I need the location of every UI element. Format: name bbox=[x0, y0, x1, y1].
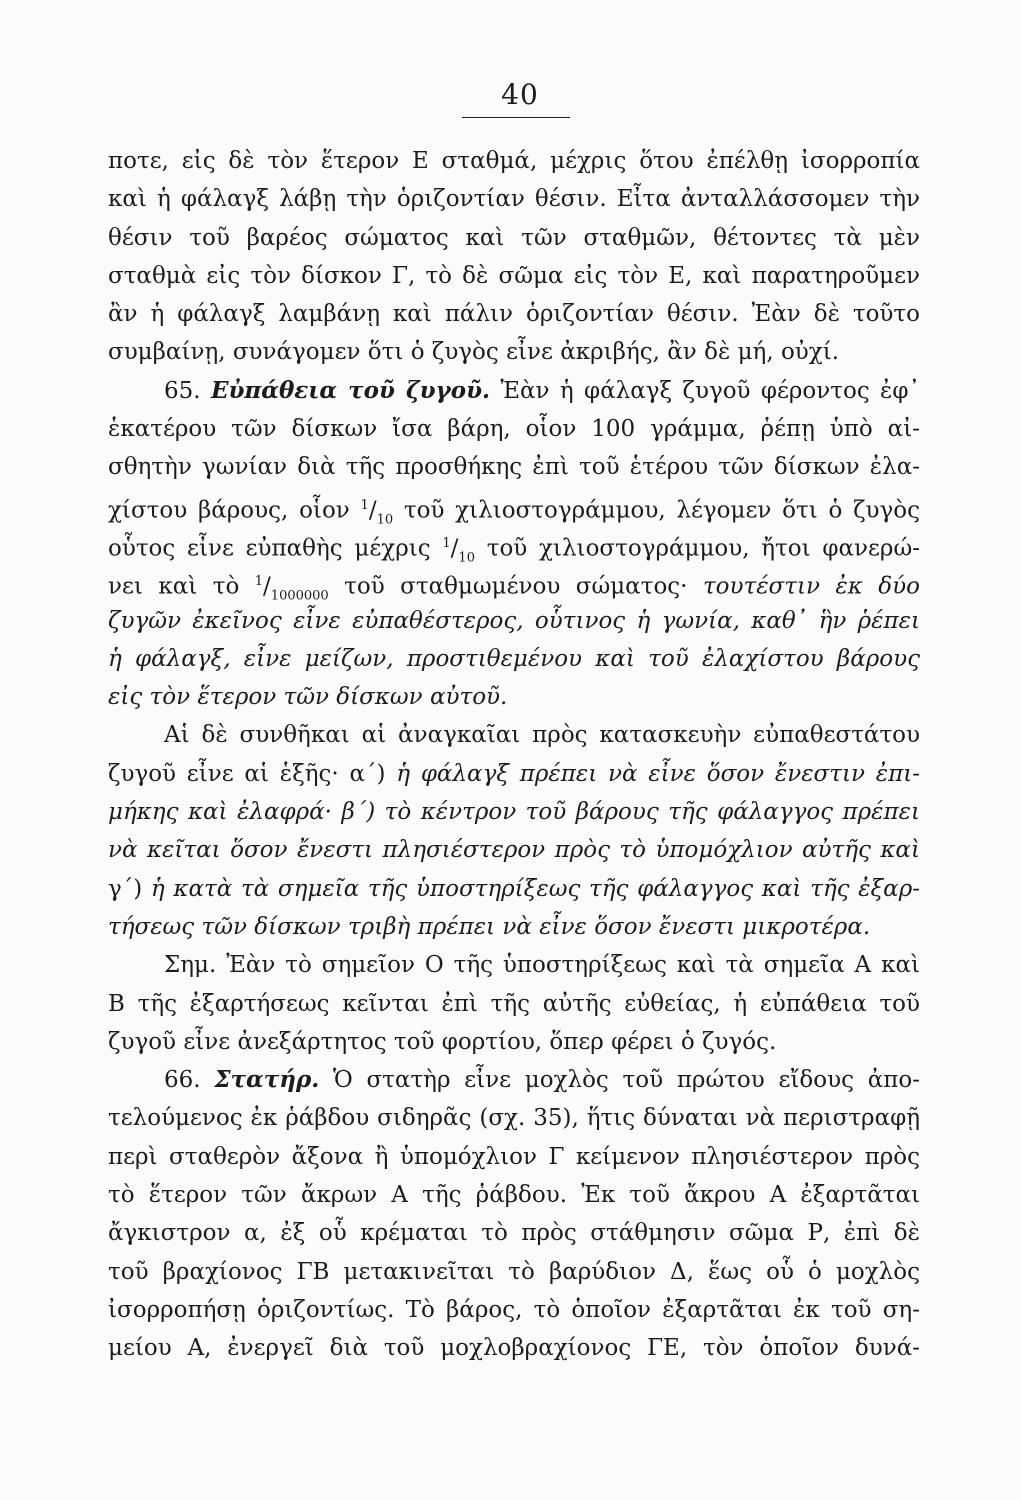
text-line: θέσιν τοῦ βαρέος σώματος καὶ τῶν σταθμῶν, θέτοντες τὰ μὲν bbox=[108, 224, 920, 251]
text-line: νὰ κεῖται ὅσον ἔνεστι πλησιέστερον πρὸς τὸ ὑπομόχλιον αὐτῆς καὶ bbox=[108, 837, 920, 864]
text-line: ζυγῶν ἐκεῖνος εἶνε εὐπαθέστερος, οὗτινος ἡ γωνία, καθ᾿ ἣν ῥέπει bbox=[108, 607, 920, 634]
text-line: γ΄) ἡ κατὰ τὰ σημεῖα τῆς ὑποστηρίξεως τῆς φάλαγγος καὶ τῆς ἐξαρ- bbox=[108, 875, 920, 902]
text-line: τὸ ἕτερον τῶν ἄκρων Α τῆς ῥάβδου. Ἐκ τοῦ ἄκρου Α ἐξαρτᾶται bbox=[108, 1182, 920, 1209]
text-line: σθητὴν γωνίαν διὰ τῆς προσθήκης ἐπὶ τοῦ ἑτέρου τῶν δίσκων ἐλα- bbox=[108, 454, 920, 481]
section-66-heading-line: 66. Στατήρ. Ὁ στατὴρ εἶνε μοχλὸς τοῦ πρώτου εἴδους ἀπο- bbox=[164, 1066, 920, 1094]
text-line: ἡ φάλαγξ, εἶνε μείζων, προστιθεμένου καὶ τοῦ ἐλαχίστου βάρους bbox=[108, 645, 920, 672]
text-line: μήκης καὶ ἐλαφρά· β΄) τὸ κέντρον τοῦ βάρους τῆς φάλαγγος πρέπει bbox=[108, 799, 920, 826]
text-line: καὶ ἡ φάλαγξ λάβῃ τὴν ὁριζοντίαν θέσιν. Εἶτα ἀνταλλάσσομεν τὴν bbox=[108, 186, 920, 213]
section-65-heading-line: 65. Εὐπάθεια τοῦ ζυγοῦ. Ἐὰν ἡ φάλαγξ ζυγοῦ φέροντος ἐφ᾿ bbox=[164, 376, 920, 404]
page-number: 40 bbox=[501, 78, 539, 111]
text-line: ζυγοῦ εἶνε ἀνεξάρτητος τοῦ φορτίου, ὅπερ φέρει ὁ ζυγός. bbox=[108, 1028, 777, 1055]
text-line: σταθμὰ εἰς τὸν δίσκον Γ, τὸ δὲ σῶμα εἰς τὸν Ε, καὶ παρατηροῦμεν bbox=[108, 262, 920, 289]
text-line: ἂν ἡ φάλαγξ λαμβάνῃ καὶ πάλιν ὁριζοντίαν θέσιν. Ἐὰν δὲ τοῦτο bbox=[108, 301, 920, 328]
text-line: εἰς τὸν ἕτερον τῶν δίσκων αὐτοῦ. bbox=[108, 684, 508, 711]
text-line: Β τῆς ἐξαρτήσεως κεῖνται ἐπὶ τῆς αὐτῆς εὐθείας, ἡ εὐπάθεια τοῦ bbox=[108, 990, 920, 1017]
note-line: Σημ. Ἐὰν τὸ σημεῖον Ο τῆς ὑποστηρίξεως καὶ τὰ σημεῖα Α καὶ bbox=[164, 952, 920, 979]
text-line: ἄγκιστρον α, ἐξ οὗ κρέμαται τὸ πρὸς στάθμησιν σῶμα Ρ, ἐπὶ δὲ bbox=[108, 1220, 920, 1247]
text-line: νει καὶ τὸ $^1/_{1000000}$ τοῦ σταθμωμένου σώματος· τουτέστιν ἐκ δύο bbox=[108, 573, 920, 602]
page-number-rule bbox=[462, 117, 570, 118]
text-line: τελούμενος ἐκ ῥάβδου σιδηρᾶς (σχ. 35), ἥτις δύναται νὰ περιστραφῇ bbox=[108, 1105, 920, 1132]
text-line: ζυγοῦ εἶνε αἱ ἑξῆς· α΄) ἡ φάλαγξ πρέπει νὰ εἶνε ὅσον ἔνεστιν ἐπι- bbox=[108, 760, 920, 787]
text-line: περὶ σταθερὸν ἄξονα ἢ ὑπομόχλιον Γ κείμενον πλησιέστερον πρὸς bbox=[108, 1143, 920, 1170]
text-line: μείου Α, ἐνεργεῖ διὰ τοῦ μοχλοβραχίονος ΓΕ, τὸν ὁποῖον δυνά- bbox=[108, 1335, 920, 1362]
text-line: τήσεως τῶν δίσκων τριβὴ πρέπει νὰ εἶνε ὅσον ἔνεστι μικροτέρα. bbox=[108, 913, 871, 940]
text-line: οὗτος εἶνε εὐπαθὴς μέχρις $^1/_{10}$ τοῦ χιλιοστογράμμου, ἤτοι φανερώ- bbox=[108, 535, 920, 564]
body-text bbox=[108, 142, 920, 1368]
text-line: συμβαίνῃ, συνάγομεν ὅτι ὁ ζυγὸς εἶνε ἀκριβής, ἂν δὲ μή, οὐχί. bbox=[108, 339, 840, 366]
text-line: τοῦ βραχίονος ΓΒ μετακινεῖται τὸ βαρύδιον Δ, ἕως οὗ ὁ μοχλὸς bbox=[108, 1258, 920, 1285]
text-line: Αἱ δὲ συνθῆκαι αἱ ἀναγκαῖαι πρὸς κατασκευὴν εὐπαθεστάτου bbox=[164, 722, 920, 749]
text-line: ποτε, εἰς δὲ τὸν ἕτερον Ε σταθμά, μέχρις ὅτου ἐπέλθῃ ἰσορροπία bbox=[108, 148, 920, 174]
section-title: Στατήρ. bbox=[214, 1066, 320, 1094]
text-line: ἰσορροπήσῃ ὁριζοντίως. Τὸ βάρος, τὸ ὁποῖον ἐξαρτᾶται ἐκ τοῦ ση- bbox=[108, 1296, 920, 1323]
section-title: Εὐπάθεια τοῦ ζυγοῦ. bbox=[210, 376, 491, 404]
text-line: ἑκατέρου τῶν δίσκων ἴσα βάρη, οἷον 100 γράμμα, ῥέπῃ ὑπὸ αἰ- bbox=[108, 416, 920, 443]
text-line: χίστου βάρους, οἷον $^1/_{10}$ τοῦ χιλιοστογράμμου, λέγομεν ὅτι ὁ ζυγὸς bbox=[108, 497, 920, 525]
